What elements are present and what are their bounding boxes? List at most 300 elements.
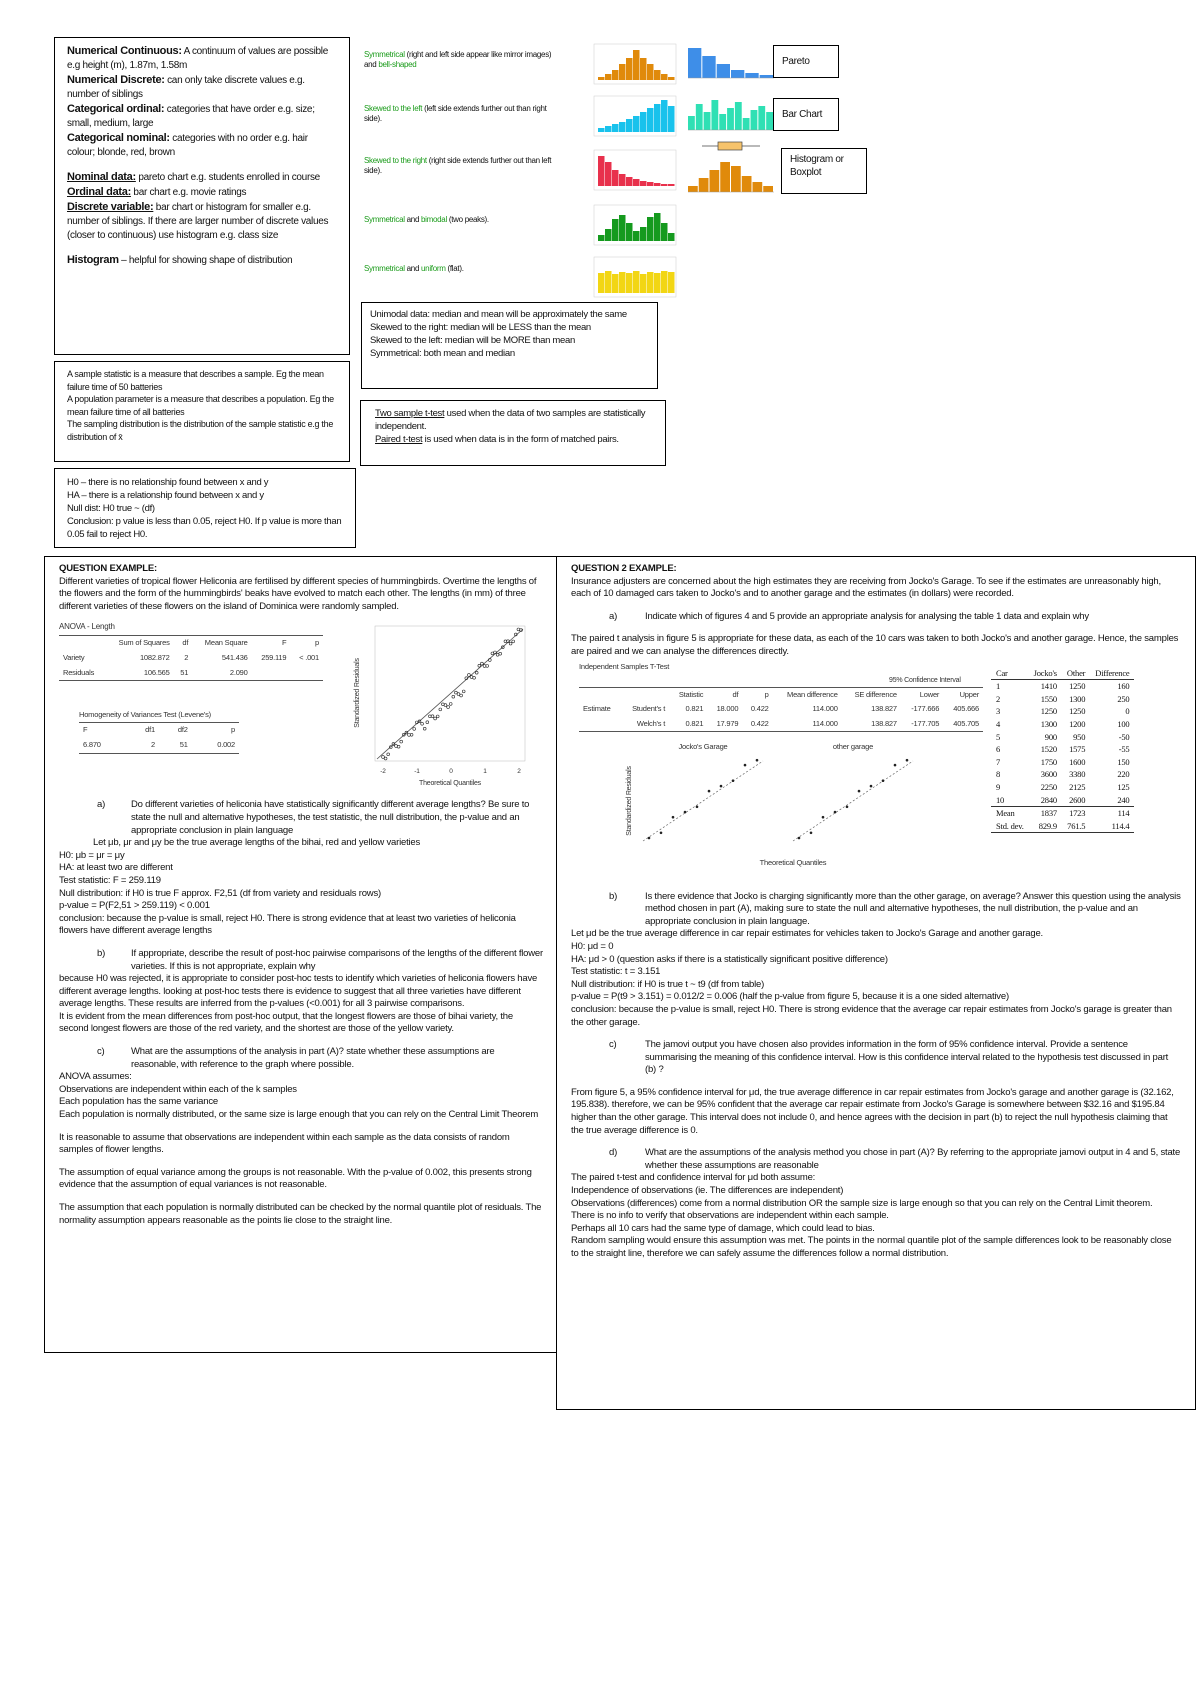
shape-desc: (right and left side appear like mirror images) and (364, 50, 552, 69)
car-cell: 9 (996, 781, 1001, 792)
levene-header-row (79, 723, 239, 738)
question1-title: QUESTION EXAMPLE: (59, 563, 157, 574)
qq-point (447, 706, 450, 709)
shape-symmetrical-text (364, 50, 554, 70)
q2d-answer: Random sampling would ensure this assumption was met. The points in the normal quantile plot of the sample differences look to be reasonably close to the straight line, therefore we can safely assume the differences follow a normal distribution. (571, 1235, 1172, 1259)
question2-intro: Insurance adjusters are concerned about the high estimates they are receiving from Jocko's Garage. To see if the estimates are unreasonably high, each of 10 damaged cars taken to Jocko's and to another garage and the estimates (in dollars) were recorded. (571, 575, 1161, 600)
example-bar (702, 56, 715, 78)
shape-skew-left-text (364, 104, 554, 124)
histogram-bar (647, 272, 654, 293)
histogram-bar (612, 70, 619, 80)
anova-header-cell: df (182, 638, 189, 648)
car-estimates-table (991, 667, 1134, 834)
anova-cell (290, 666, 323, 681)
ttest-row (579, 717, 983, 732)
levene-table (79, 722, 239, 753)
histogram-bar (619, 272, 626, 293)
ttest-row (579, 702, 983, 717)
mini-histogram (594, 96, 676, 136)
qq-point (481, 663, 484, 666)
histogram-bar (619, 215, 626, 241)
term: Histogram (67, 254, 119, 266)
ttest-header-cell: p (764, 689, 769, 699)
histogram-boxplot-label: Histogram or Boxplot (781, 148, 867, 194)
histogram-bar (668, 272, 675, 293)
qq-point (494, 651, 497, 654)
histogram-bar (619, 122, 626, 132)
histogram-bar (633, 116, 640, 132)
car-cell: 2250 (1040, 781, 1057, 792)
histogram-bar (633, 231, 640, 241)
q1a-answer: HA: at least two are different (59, 862, 173, 874)
histogram-bar (661, 74, 668, 80)
q2c-question (571, 1039, 1181, 1077)
sample-line: A sample statistic is a measure that describes a sample. Eg the mean failure time of 50 batteries (67, 369, 324, 392)
q2b-answer: Test statistic: t = 3.151 (571, 966, 661, 978)
shape-label: bell-shaped (378, 60, 417, 69)
car-cell: 3600 (1040, 769, 1057, 780)
ttest-header-cell: df (732, 689, 739, 699)
q1b-answer: It is evident from the mean differences from post-hoc output, that the longest flowers are those of bihai variety, the second longest flowers are those of the red variety, and the shortest are those of the yellow variety. (59, 1010, 513, 1035)
anova-cell: Residuals (63, 667, 95, 677)
qq-point (870, 784, 873, 787)
q2b-label: b) (609, 890, 618, 902)
shape-desc: (left side extends further out than right side). (364, 104, 547, 123)
qq-point (473, 677, 476, 680)
qq-point (462, 690, 465, 693)
car-cell: -55 (1118, 744, 1130, 755)
q2b-text: Is there evidence that Jocko is charging significantly more than the other garage, on average? Answer this question using the analysis method chosen in part (A), making sure to state the null and alternative hypotheses, the null distribution, the p-value and an appropriate conclusion in plain language. (645, 890, 1181, 927)
anova-row (59, 651, 323, 666)
anova-cell: 2 (184, 652, 189, 662)
unimodal-line: Skewed to the right: median will be LESS than the mean (370, 322, 591, 333)
histogram-bar (605, 271, 612, 293)
ttest-cell: Estimate (583, 704, 611, 714)
term: Categorical ordinal: (67, 103, 165, 115)
histogram-bar (654, 213, 661, 241)
car-summary-cell: 114 (1117, 808, 1130, 819)
ttest-cell (579, 717, 621, 732)
qq-point (509, 643, 512, 646)
qq-point (478, 665, 481, 668)
ttest-cell: 0.821 (685, 704, 704, 714)
ttest-box (360, 400, 666, 466)
qq-point (798, 836, 801, 839)
histogram-bar (612, 170, 619, 186)
histogram-bar (605, 162, 612, 186)
q2d-answer: The paired t-test and confidence interval for μd both assume: (571, 1172, 816, 1184)
q1c-answer: Each population has the same variance (59, 1096, 218, 1108)
shape-histograms (582, 40, 692, 300)
histogram-bar (626, 273, 633, 293)
data-types-box (54, 37, 350, 355)
example-bar (711, 100, 718, 130)
car-cell: 2600 (1069, 794, 1086, 805)
qq-point (882, 779, 885, 782)
car-cell: 1600 (1069, 756, 1086, 767)
qq-point (858, 789, 861, 792)
qq-x-label: Theoretical Quantiles (759, 857, 827, 867)
shape-desc: and (404, 215, 422, 224)
q2a-question (571, 611, 1181, 624)
anova-header-cell: Sum of Squares (118, 638, 170, 648)
q1a-text: Do different varieties of heliconia have statistically significantly different average lengths? Be sure to state the null and alternative hypotheses, the test statistic, the null distribution, the p-value and an appropriate conclusion in plain language (131, 799, 530, 836)
example-bar (743, 118, 750, 130)
anova-qq-plot (347, 621, 537, 791)
mini-histogram (594, 150, 676, 190)
hypothesis-box (54, 468, 356, 548)
histogram-bar (661, 184, 668, 186)
example-bar (731, 70, 744, 78)
example-chart (688, 100, 774, 130)
example-bar (758, 106, 765, 130)
question1-intro: Different varieties of tropical flower Heliconia are fertilised by different species of hummingbirds. Overtime the lengths of the flowers and the form of the hummingbirds' beaks have evolved to match each other. The lengths (in mm) of three different varieties of these flowers on the island of Dominica were randomly sampled. (59, 575, 537, 612)
term: Numerical Continuous: (67, 45, 182, 57)
ttest-cell: 114.000 (812, 718, 838, 728)
qq-reference-line (377, 629, 523, 759)
histogram-bar (654, 273, 661, 293)
mini-histogram (594, 257, 676, 297)
levene-cell: 6.870 (83, 739, 101, 749)
ttest-cell: 17.979 (716, 718, 739, 728)
qq-point (421, 723, 424, 726)
histogram-bar (647, 182, 654, 186)
car-cell: 900 (1044, 731, 1057, 742)
ttest-cell: Welch's t (636, 718, 666, 728)
example-bar (751, 110, 758, 130)
data-types-list (67, 44, 337, 268)
hypothesis-line: Null dist: H0 true ~ (df) (67, 503, 155, 514)
q2b-answer: Null distribution: if H0 is true t ~ t9 (df from table) (571, 978, 765, 990)
qq-point (397, 746, 400, 749)
qq-point (894, 763, 897, 766)
example-bar (719, 114, 726, 130)
term: Categorical nominal: (67, 132, 170, 144)
q1c-answer: It is reasonable to assume that observations are independent within each sample as the data consists of random samples of flower lengths. (59, 1131, 510, 1156)
histogram-bar (640, 227, 647, 241)
example-bar (717, 64, 730, 78)
car-row (991, 718, 1134, 731)
qq-point (744, 763, 747, 766)
qq-point (400, 741, 403, 744)
q1c-answer: Each population is normally distributed, or the same size is large enough that you can rely on the Central Limit Theorem (59, 1109, 539, 1121)
ttest-cell: Student's t (632, 704, 666, 714)
anova-cell (252, 666, 291, 681)
ttest-cell: -177.705 (911, 718, 940, 728)
example-bar (763, 186, 773, 192)
levene-title: Homogeneity of Variances Test (Levene's) (79, 710, 211, 720)
car-header-cell: Car (996, 667, 1008, 678)
anova-cell: 259.119 (261, 652, 287, 662)
qq-panel-title: other garage (832, 741, 874, 751)
ttest-header-cell (579, 687, 621, 702)
anova-row (59, 666, 323, 681)
term: Discrete variable: (67, 201, 154, 213)
ttest-cell: 405.705 (953, 718, 979, 728)
q1c-answer: ANOVA assumes: (59, 1071, 132, 1083)
car-cell: 100 (1117, 718, 1130, 729)
histogram-bar (598, 128, 605, 132)
example-bar (735, 102, 742, 130)
qq-point (449, 703, 452, 706)
q2c-text: The jamovi output you have chosen also provides information in the form of 95% confidence interval. Provide a sentence summarising the meaning of this confidence interval. How is this confidence interval related to the hypothesis test discussed in part (b) ? (645, 1039, 1169, 1076)
histogram-bar (633, 50, 640, 80)
qq-point (512, 640, 515, 643)
car-row (991, 693, 1134, 706)
histogram-bar (654, 70, 661, 80)
ttest-cell: 0.821 (685, 718, 704, 728)
q1b-answer: because H0 was rejected, it is appropriate to consider post-hoc tests to identify which varieties of heliconia flowers have different average lengths. looking at post-hoc tests there is evidence to suggest that all three varieties have different average lengths. These results are inferred from the p-values (<0.001) for all 3 pairwise comparisons. (59, 973, 538, 1010)
anova-cell: 51 (180, 667, 189, 677)
qq-point (846, 805, 849, 808)
qq-x-tick: 1 (483, 768, 487, 776)
anova-header-cell: Mean Square (204, 638, 248, 648)
anova-header-cell (59, 636, 105, 651)
ttest-table (579, 687, 983, 733)
shape-desc: and (404, 264, 422, 273)
qq-x-label: Theoretical Quantiles (419, 780, 481, 788)
q2b-answer: Let μd be the true average difference in car repair estimates for vehicles taken to Jocko's Garage and another garage. (571, 928, 1043, 940)
ttest-output-title: Independent Samples T-Test (579, 661, 670, 671)
shape-desc: (two peaks). (446, 215, 489, 224)
pareto-label: Pareto (773, 45, 839, 78)
anova-header-cell: F (281, 638, 287, 648)
q1a-label: a) (97, 799, 106, 811)
ttest-cell: 138.827 (871, 718, 897, 728)
histogram-bar (605, 126, 612, 132)
q2b-answer: HA: μd > 0 (question asks if there is a statistically significant positive difference) (571, 953, 888, 965)
qq-point (475, 672, 478, 675)
car-header-cell: Difference (1095, 667, 1130, 678)
ttest-cell: 18.000 (716, 704, 739, 714)
q1a-question (59, 799, 544, 837)
anova-output (59, 621, 544, 799)
ci-header: 95% Confidence Interval (889, 676, 961, 684)
shape-label: Skewed to the right (364, 156, 427, 165)
histogram-bar (640, 181, 647, 186)
qq-x-tick: -2 (380, 768, 386, 776)
qq-point (384, 757, 387, 760)
histogram-bar (654, 183, 661, 186)
car-cell: 1 (996, 681, 1001, 692)
ttest-header-cell (621, 687, 669, 702)
definition: bar chart or histogram for smaller e.g. number of siblings. If there are larger number of discrete values (closer to continuous) use histogram e.g. class size (67, 202, 329, 241)
ttest-header-cell: Lower (919, 689, 940, 699)
histogram-bar (661, 100, 668, 132)
anova-header-cell: p (315, 638, 319, 648)
histogram-bar (598, 273, 605, 293)
car-header-cell: Jocko's (1033, 667, 1057, 678)
q2d-label: d) (609, 1147, 618, 1159)
mini-histogram (594, 44, 676, 84)
shape-label: Symmetrical (364, 50, 405, 59)
example-chart (688, 48, 774, 78)
definition: – helpful for showing shape of distribution (118, 255, 293, 266)
qq-y-label: Standardized Residuals (626, 765, 633, 836)
car-cell: 4 (996, 718, 1001, 729)
histogram-bar (598, 77, 605, 80)
q2a-text: Indicate which of figures 4 and 5 provide an appropriate analysis for analysing the table 1 data and explain why (645, 610, 1089, 622)
q2d-answer: Observations (differences) come from a normal distribution OR the sample size is large enough so that you can rely on the Central Limit theorem. (571, 1197, 1153, 1209)
paired-qq-panel (793, 742, 913, 841)
car-cell: 1550 (1040, 693, 1057, 704)
car-cell: 10 (996, 794, 1005, 805)
levene-header-cell: F (83, 725, 88, 735)
definition: categories that have order e.g. size; small, medium, large (67, 104, 315, 129)
car-cell: 950 (1073, 731, 1086, 742)
hypothesis-line: Conclusion: p value is less than 0.05, reject H0. If p value is more than 0.05 fail to reject H0. (67, 516, 342, 540)
qq-point (460, 694, 463, 697)
anova-title: ANOVA - Length (59, 622, 115, 632)
car-cell: 1520 (1040, 744, 1057, 755)
histogram-bar (612, 219, 619, 241)
histogram-bar (626, 223, 633, 241)
q1a-answer: H0: μb = μr = μy (59, 849, 125, 861)
car-summary-row (991, 820, 1134, 833)
car-cell: 1250 (1069, 706, 1086, 717)
qq-point (732, 779, 735, 782)
question2-title: QUESTION 2 EXAMPLE: (571, 563, 677, 574)
shape-label: bimodal (421, 215, 447, 224)
ttest-cell: 405.666 (953, 704, 979, 714)
example-bar (704, 112, 711, 130)
example-bar (710, 170, 720, 192)
term: Numerical Discrete: (67, 74, 165, 86)
example-bar (688, 186, 698, 192)
q1b-question (59, 948, 544, 973)
q2-output (571, 661, 1181, 891)
anova-cell: 541.436 (221, 652, 248, 662)
mini-histogram (594, 205, 676, 245)
example-bar (731, 166, 741, 192)
unimodal-box (361, 302, 658, 389)
ttest-desc: used when the data of two samples are statistically independent. (375, 408, 646, 432)
levene-header-cell: df2 (177, 725, 188, 735)
qq-point (468, 674, 471, 677)
shape-desc: (flat). (445, 264, 464, 273)
ttest-header-cell: Upper (959, 689, 979, 699)
histogram-bar (661, 271, 668, 293)
q2a-answer: The paired t analysis in figure 5 is appropriate for these data, as each of the 10 cars was taken to both Jocko's and another garage. Hence, the samples are paired and we can analyse the differences directly. (571, 633, 1179, 657)
qq-panel-title: Jocko's Garage (678, 741, 728, 751)
histogram-bar (668, 77, 675, 80)
definition: categories with no order e.g. hair colour; blonde, red, brown (67, 133, 308, 158)
histogram-bar (605, 74, 612, 80)
levene-header-cell: p (231, 725, 235, 735)
car-header-row (991, 667, 1134, 680)
car-cell: 240 (1117, 794, 1130, 805)
car-row (991, 705, 1134, 718)
sample-box (54, 361, 350, 462)
q2d-answer: Perhaps all 10 cars had the same type of damage, which could lead to bias. (571, 1222, 875, 1234)
qq-point (452, 696, 455, 699)
example-charts (686, 38, 782, 203)
ttest-cell: 138.827 (871, 704, 897, 714)
q1c-text: What are the assumptions of the analysis in part (A)? state whether these assumptions are reasonable, with reference to the graph where possible. (131, 1046, 495, 1070)
qq-point (720, 784, 723, 787)
qq-x-tick: 2 (517, 768, 521, 776)
shape-label: Symmetrical (364, 215, 405, 224)
q2d-answer: Independence of observations (ie. The differences are independent) (571, 1185, 844, 1197)
example-bar (696, 104, 703, 130)
ttest-header-cell: SE difference (854, 689, 897, 699)
histogram-bar (612, 274, 619, 293)
car-row (991, 756, 1134, 769)
ttest-header-cell: Statistic (678, 689, 704, 699)
ttest-term: Two sample t-test (375, 408, 445, 419)
histogram-bar (640, 274, 647, 293)
ttest-cell: 0.422 (750, 704, 769, 714)
car-cell: 6 (996, 744, 1001, 755)
q1a-answer: Test statistic: F = 259.119 (59, 874, 161, 886)
car-summary-cell: Std. dev. (996, 820, 1024, 831)
q1c-answer: The assumption that each population is normally distributed can be checked by the normal quantile plot of residuals. The normality assumption appears reasonable as the points lie close to the straight line. (59, 1202, 542, 1226)
car-cell: 2125 (1069, 781, 1086, 792)
shape-desc: (right side extends further out than left side). (364, 156, 552, 175)
qq-point (387, 753, 390, 756)
qq-point (426, 721, 429, 724)
histogram-bar (619, 64, 626, 80)
qq-reference-line (643, 761, 763, 841)
levene-row (79, 738, 239, 753)
question1-box (44, 556, 559, 1353)
car-cell: 1200 (1069, 718, 1086, 729)
q1c-answer: The assumption of equal variance among the groups is not reasonable. With the p-value of 0.002, this presents strong evidence that the assumption of equal variances is not reasonable. (59, 1166, 532, 1191)
qq-point (434, 717, 437, 720)
example-bar (766, 112, 773, 130)
qq-point (756, 758, 759, 761)
qq-point (455, 692, 458, 695)
q1b-label: b) (97, 947, 106, 959)
car-row (991, 743, 1134, 756)
q2b-answer: H0: μd = 0 (571, 940, 614, 952)
car-cell: 2840 (1040, 794, 1057, 805)
car-cell: 1250 (1040, 706, 1057, 717)
qq-y-label: Standardized Residuals (354, 658, 361, 729)
car-cell: 3380 (1069, 769, 1086, 780)
example-bar (727, 108, 734, 130)
car-summary (991, 807, 1134, 833)
q2d-answer: There is no info to verify that observations are independent within each sample. (571, 1210, 889, 1222)
q2b-answer: p-value = P(t9 > 3.151) = 0.012/2 = 0.006 (half the p-value from figure 5, because it is a one sided alternative) (571, 991, 1009, 1003)
anova-cell: 106.565 (143, 667, 170, 677)
qq-point (834, 810, 837, 813)
car-row (991, 680, 1134, 693)
example-bar (699, 178, 709, 192)
shape-skew-right-text (364, 156, 554, 176)
qq-point (483, 665, 486, 668)
q2c-answer: From figure 5, a 95% confidence interval for μd, the true average difference in car repair estimates from Jocko's garage and another garage is (32.162, 195.838). therefore, we can be 95% confident that the average car repair estimate from Jocko's Garage is somewhere between $32.16 and $195.84 higher than the other garage. This interval does not include 0, and hence agrees with the decision in part (b) to reject the null hypothesis claiming that the true average difference is 0. (571, 1086, 1174, 1136)
qq-point (822, 815, 825, 818)
q1c-answer: Observations are independent within each of the k samples (59, 1083, 297, 1095)
car-cell: 1300 (1040, 718, 1057, 729)
example-bar (742, 176, 752, 192)
definition: bar chart e.g. movie ratings (130, 187, 247, 198)
car-cell: 0 (1125, 706, 1130, 717)
hypothesis-line: HA – there is a relationship found between x and y (67, 490, 264, 501)
anova-cell: 1082.872 (139, 652, 170, 662)
car-cell: 125 (1117, 781, 1130, 792)
example-bar (760, 75, 773, 78)
histogram-bar (647, 108, 654, 132)
qq-point (436, 715, 439, 718)
shape-label: Skewed to the left (364, 104, 423, 113)
qq-point (660, 831, 663, 834)
shape-bimodal-text (364, 215, 554, 225)
anova-cell: 2.090 (229, 667, 248, 677)
qq-x-tick: -1 (414, 768, 420, 776)
histogram-bar (633, 179, 640, 186)
